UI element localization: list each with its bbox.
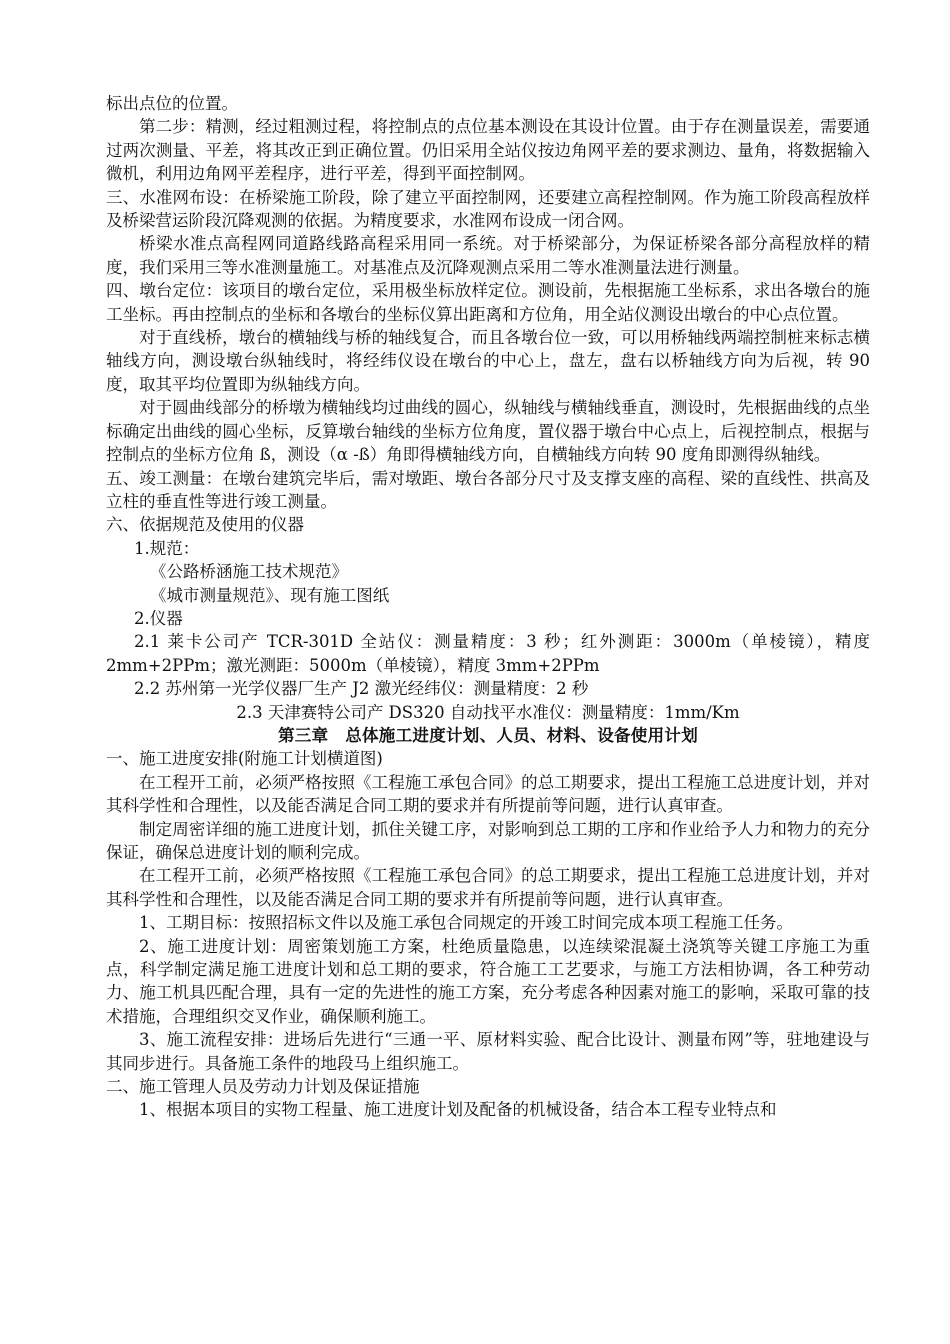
paragraph: 2、施工进度计划：周密策划施工方案，杜绝质量隐患，以连续梁混凝土浇筑等关键工序施工为重点，科学制定满足施工进度计划和总工期的要求，符合施工工艺要求，与施工方法相协调，各工种劳动力、施工机具匹配合理，具有一定的先进性的施工方案，充分考虑各种因素对施工的影响，采取可靠的技术措施，合理组织交叉作业，确保顺利施工。 bbox=[106, 936, 870, 1026]
chapter-title: 第三章 总体施工进度计划、人员、材料、设备使用计划 bbox=[278, 725, 698, 745]
paragraph: 制定周密详细的施工进度计划，抓住关键工序，对影响到总工期的工序和作业给予人力和物力的充分保证，确保总进度计划的顺利完成。 bbox=[106, 819, 870, 862]
instrument-item: 2.1 莱卡公司产 TCR-301D 全站仪：测量精度：3 秒；红外测距：3000m（单棱镜），精度 2mm+2PPm；激光测距：5000m（单棱镜），精度 3mm+2PPm bbox=[106, 632, 870, 675]
list-item: 《公路桥涵施工技术规范》 bbox=[150, 562, 348, 582]
section-heading: 二、施工管理人员及劳动力计划及保证措施 bbox=[106, 1077, 420, 1097]
paragraph: 3、施工流程安排：进场后先进行“三通一平、原材料实验、配合比设计、测量布网”等，驻地建设与其同步进行。具备施工条件的地段马上组织施工。 bbox=[106, 1030, 870, 1073]
paragraph: 桥梁水准点高程网同道路线路高程采用同一系统。对于桥梁部分，为保证桥梁各部分高程放样的精度，我们采用三等水准测量施工。对基准点及沉降观测点采用二等水准测量法进行测量。 bbox=[106, 234, 870, 277]
list-item: 2.仪器 bbox=[134, 608, 183, 628]
paragraph: 对于直线桥，墩台的横轴线与桥的轴线复合，而且各墩台位一致，可以用桥轴线两端控制桩来标志横轴线方向，测设墩台纵轴线时，将经纬仪设在墩台的中心上，盘左，盘右以桥轴线方向为后视，转 90 度，取其平均位置即为纵轴线方向。 bbox=[106, 328, 870, 394]
instrument-item: 2.3 天津赛特公司产 DS320 自动找平水准仪：测量精度：1mm/Km bbox=[236, 702, 740, 722]
instrument-item: 2.2 苏州第一光学仪器厂生产 J2 激光经纬仪：测量精度：2 秒 bbox=[134, 679, 589, 699]
paragraph: 标出点位的位置。 bbox=[106, 94, 238, 113]
list-item: 《城市测量规范》、现有施工图纸 bbox=[150, 585, 390, 605]
section-heading: 六、依据规范及使用的仪器 bbox=[106, 515, 304, 535]
paragraph: 第二步：精测，经过粗测过程，将控制点的点位基本测设在其设计位置。由于存在测量误差，需要通过两次测量、平差，将其改正到正确位置。仍旧采用全站仪按边角网平差的要求测边、量角，将数据输入微机，利用边角网平差程序，进行平差，得到平面控制网。 bbox=[106, 117, 870, 184]
list-item: 1.规范： bbox=[134, 538, 200, 558]
section-heading: 三、水准网布设：在桥梁施工阶段，除了建立平面控制网，还要建立高程控制网。作为施工阶段高程放样及桥梁营运阶段沉降观测的依据。为精度要求，水准网布设成一闭合网。 bbox=[106, 187, 870, 231]
paragraph: 1、根据本项目的实物工程量、施工进度计划及配备的机械设备，结合本工程专业特点和 bbox=[139, 1100, 777, 1120]
paragraph: 对于圆曲线部分的桥墩为横轴线均过曲线的圆心，纵轴线与横轴线垂直，测设时，先根据曲线的点坐标确定出曲线的圆心坐标，反算墩台轴线的坐标方位角度，置仪器于墩台中心点上，后视控制点，根据与控制点的坐标方位角 ß，测设（α -ß）角即得横轴线方向，自横轴线方向转 90 度角即测得纵轴线。 bbox=[106, 398, 870, 465]
paragraph: 1、工期目标：按照招标文件以及施工承包合同规定的开竣工时间完成本项工程施工任务。 bbox=[139, 913, 793, 933]
section-heading: 五、竣工测量：在墩台建筑完毕后，需对墩距、墩台各部分尺寸及支撑支座的高程、梁的直线性、拱高及立柱的垂直性等进行竣工测量。 bbox=[106, 468, 870, 511]
section-heading: 四、墩台定位：该项目的墩台定位，采用极坐标放样定位。测设前，先根据施工坐标系，求出各墩台的施工坐标。再由控制点的坐标和各墩台的坐标仪算出距离和方位角，用全站仪测设出墩台的中心点位置。 bbox=[106, 281, 870, 324]
section-heading: 一、施工进度安排(附施工计划横道图) bbox=[106, 749, 383, 769]
paragraph: 在工程开工前，必须严格按照《工程施工承包合同》的总工期要求，提出工程施工总进度计划，并对其科学性和合理性，以及能否满足合同工期的要求并有所提前等问题，进行认真审查。 bbox=[106, 772, 870, 816]
paragraph: 在工程开工前，必须严格按照《工程施工承包合同》的总工期要求，提出工程施工总进度计划，并对其科学性和合理性，以及能否满足合同工期的要求并有所提前等问题，进行认真审查。 bbox=[106, 866, 870, 909]
